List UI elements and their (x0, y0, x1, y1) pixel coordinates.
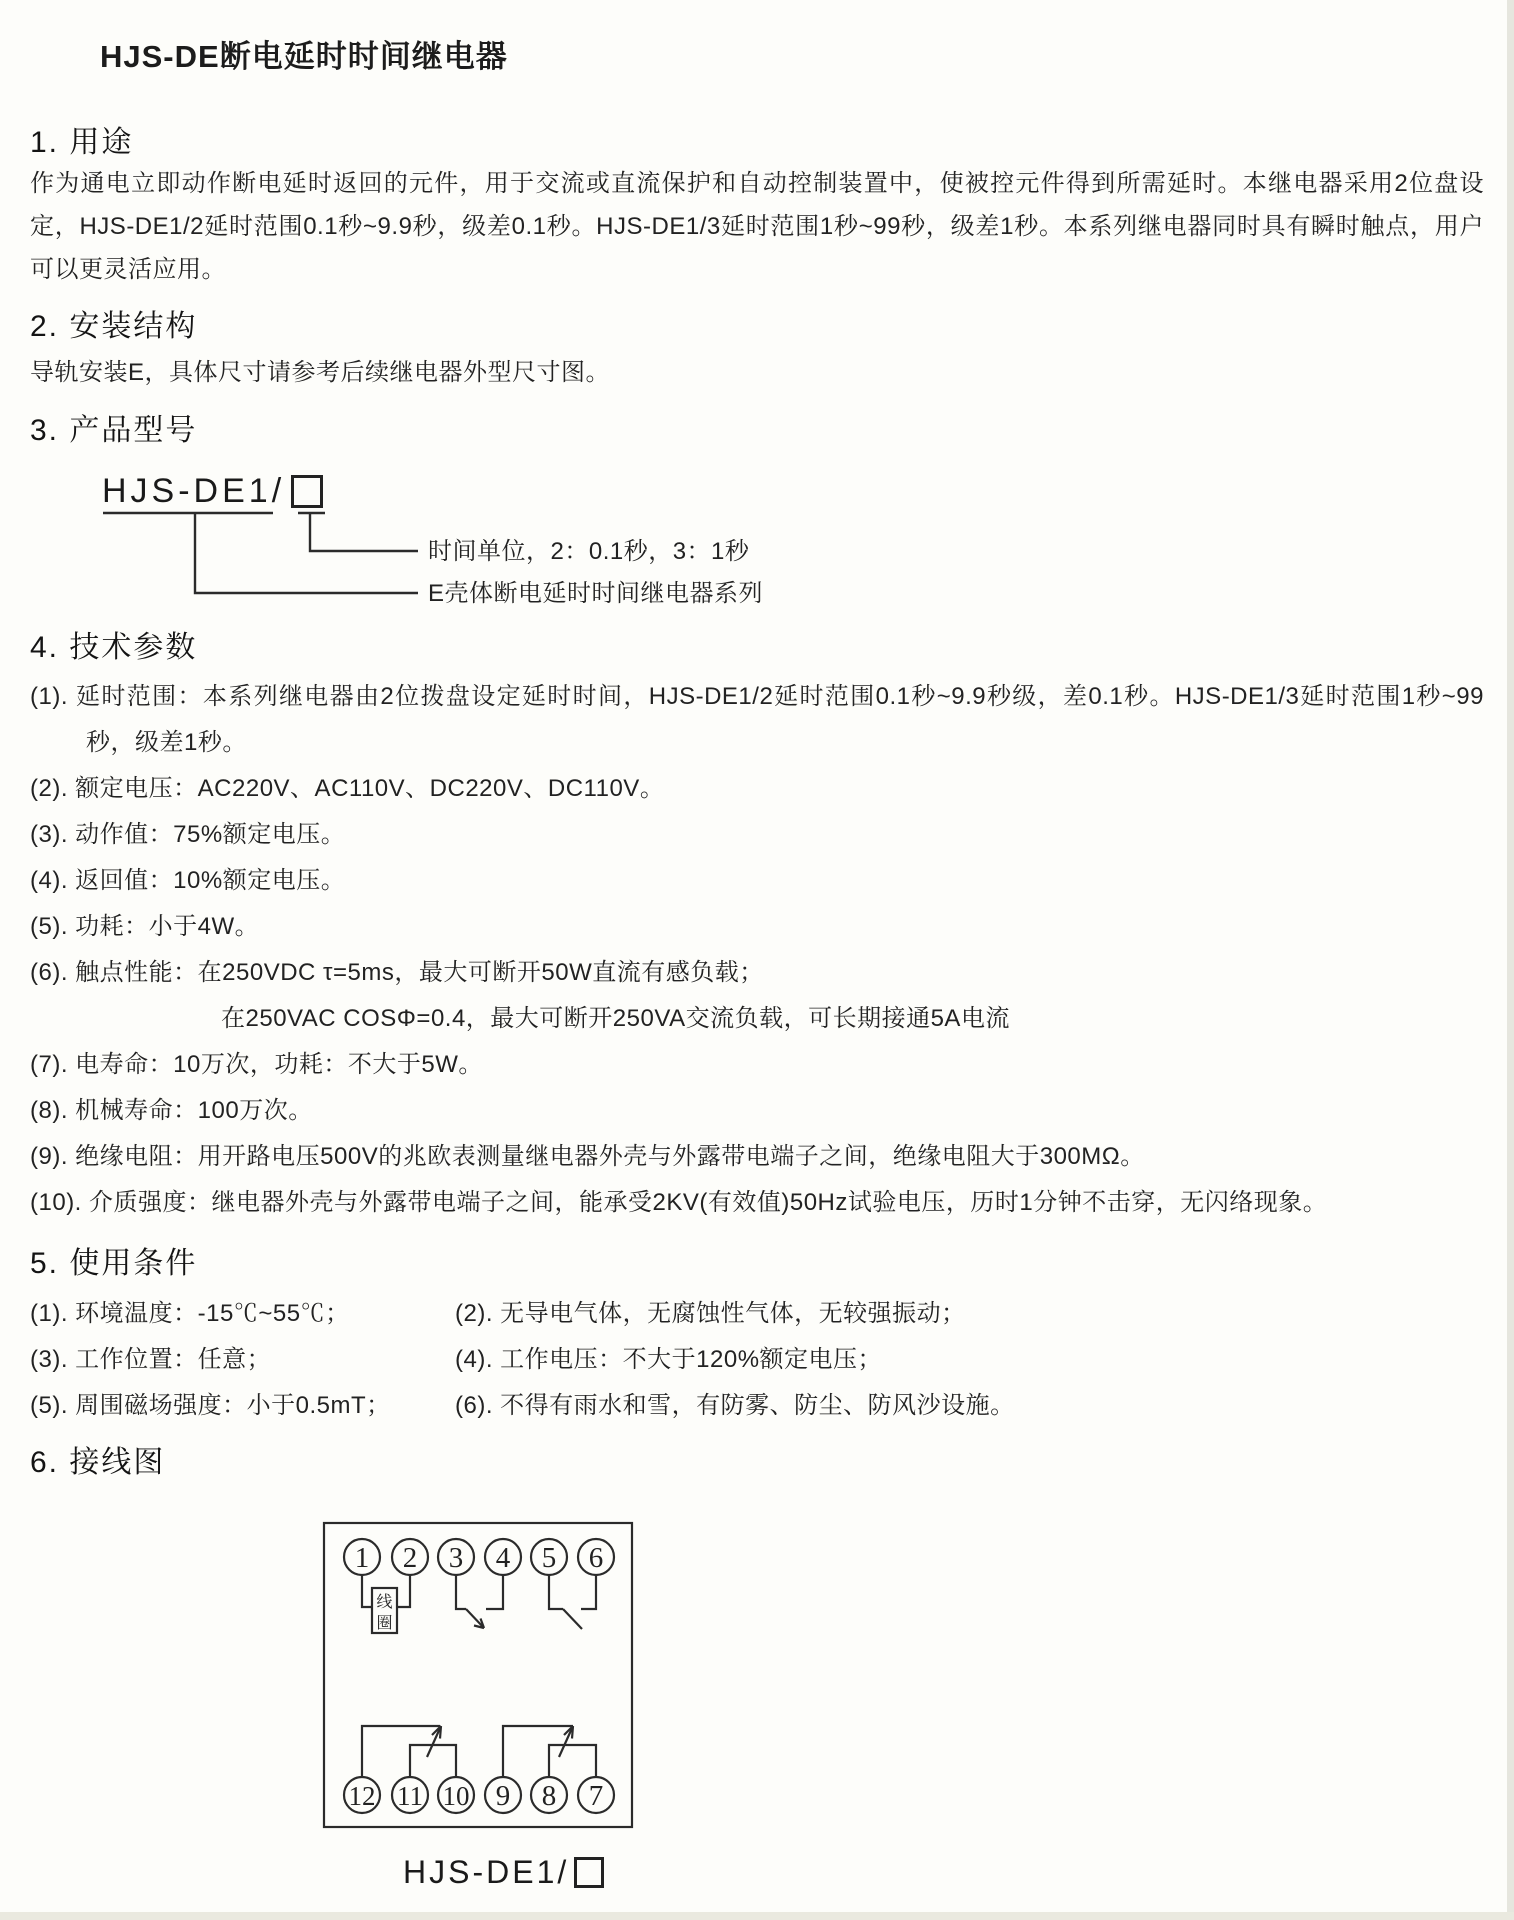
callout-connector-time-unit (310, 514, 418, 551)
coil-label-char-1: 线 (376, 1594, 393, 1611)
model-code-text: HJS-DE1/ (102, 472, 286, 510)
tech-item-5: (5). 功耗：小于4W。 (30, 913, 260, 940)
document-title: HJS-DE断电延时时间继电器 (100, 39, 508, 74)
heading-conditions: 5. 使用条件 (30, 1247, 198, 1280)
mounting-paragraph: 导轨安装E，具体尺寸请参考后续继电器外型尺寸图。 (30, 359, 611, 386)
terminal-number: 12 (348, 1781, 376, 1811)
tech-item-6-line-2: 在250VAC COSΦ=0.4，最大可断开250VA交流负载，可长期接通5A电流 (221, 1005, 1010, 1032)
terminal-number: 11 (397, 1781, 423, 1811)
terminal-number: 1 (354, 1542, 370, 1574)
tech-item-1: (1). 延时范围：本系列继电器由2位拨盘设定延时时间，HJS-DE1/2延时范围0.1秒~9.9秒级，差0.1秒。HJS-DE1/3延时范围1秒~99秒，级差1秒。 (30, 683, 1484, 756)
condition-3: (3). 工作位置：任意； (30, 1346, 272, 1373)
bracket-8-7 (549, 1745, 596, 1777)
tech-item-10: (10). 介质强度：继电器外壳与外露带电端子之间，能承受2KV(有效值)50Hz试验电压，历时1分钟不击穿，无闪络现象。 (30, 1189, 1328, 1216)
contact-blade-12 (427, 1726, 441, 1757)
terminal-number: 7 (588, 1780, 604, 1812)
wire-terminal-5 (549, 1575, 563, 1609)
terminal-number: 10 (442, 1781, 470, 1811)
terminal-number: 4 (495, 1542, 511, 1574)
tech-item-9: (9). 绝缘电阻：用开路电压500V的兆欧表测量继电器外壳与外露带电端子之间，绝缘电阻大于300MΩ。 (30, 1143, 1145, 1170)
terminal-number: 9 (495, 1780, 511, 1812)
condition-5: (5). 周围磁场强度：小于0.5mT； (30, 1392, 391, 1419)
bracket-11-10 (410, 1745, 456, 1777)
tech-item-6-line-1: (6). 触点性能：在250VDC τ=5ms，最大可断开50W直流有感负载； (30, 959, 764, 986)
terminal-number: 3 (448, 1542, 464, 1574)
tech-item-8: (8). 机械寿命：100万次。 (30, 1097, 313, 1124)
condition-1: (1). 环境温度：-15℃~55℃； (30, 1300, 350, 1327)
condition-4: (4). 工作电压：不大于120%额定电压； (455, 1346, 883, 1373)
wire-terminal-2 (397, 1575, 410, 1607)
condition-2: (2). 无导电气体，无腐蚀性气体，无较强振动； (455, 1300, 966, 1327)
terminal-number: 5 (541, 1542, 557, 1574)
scan-edge-bottom (0, 1912, 1514, 1920)
heading-tech: 4. 技术参数 (30, 631, 198, 664)
wire-terminal-6 (581, 1575, 596, 1609)
wire-terminal-4 (486, 1575, 503, 1609)
wiring-caption-box (574, 1857, 604, 1888)
contact-blade-9 (559, 1726, 573, 1757)
model-callout-series: E壳体断电延时时间继电器系列 (428, 580, 764, 607)
callout-connector-series (195, 514, 418, 593)
model-callout-time-unit: 时间单位，2：0.1秒，3：1秒 (428, 538, 750, 565)
tech-item-2: (2). 额定电压：AC220V、AC110V、DC220V、DC110V。 (30, 775, 665, 802)
terminal-number: 6 (588, 1542, 604, 1574)
terminal-number: 8 (541, 1780, 557, 1812)
contact-blade-5-6 (563, 1609, 582, 1629)
tech-item-4: (4). 返回值：10%额定电压。 (30, 867, 346, 894)
wire-terminal-1 (362, 1575, 372, 1607)
heading-mounting: 2. 安装结构 (30, 310, 198, 343)
usage-paragraph: 作为通电立即动作断电延时返回的元件，用于交流或直流保护和自动控制装置中，使被控元件得到所需延时。本继电器采用2位盘设定，HJS-DE1/2延时范围0.1秒~9.9秒，级差0.1秒。HJS-DE1/3延时范围1秒~99秒，级差1秒。本系列继电器同时具有瞬时触点，用户可以更灵活应用。 (30, 170, 1484, 283)
coil-label-char-2: 圈 (376, 1615, 393, 1632)
heading-model: 3. 产品型号 (30, 414, 198, 447)
wiring-caption-text: HJS-DE1/ (403, 1854, 570, 1890)
heading-usage: 1. 用途 (30, 126, 134, 159)
terminal-number: 2 (402, 1542, 418, 1574)
heading-wiring: 6. 接线图 (30, 1446, 166, 1479)
wiring-diagram (324, 1523, 632, 1827)
tech-item-3: (3). 动作值：75%额定电压。 (30, 821, 346, 848)
wire-terminal-3 (456, 1575, 466, 1609)
condition-6: (6). 不得有雨水和雪，有防雾、防尘、防风沙设施。 (455, 1392, 1015, 1419)
scan-edge-right (1507, 0, 1514, 1920)
wiring-caption (403, 1854, 604, 1890)
tech-item-7: (7). 电寿命：10万次，功耗：不大于5W。 (30, 1051, 483, 1078)
